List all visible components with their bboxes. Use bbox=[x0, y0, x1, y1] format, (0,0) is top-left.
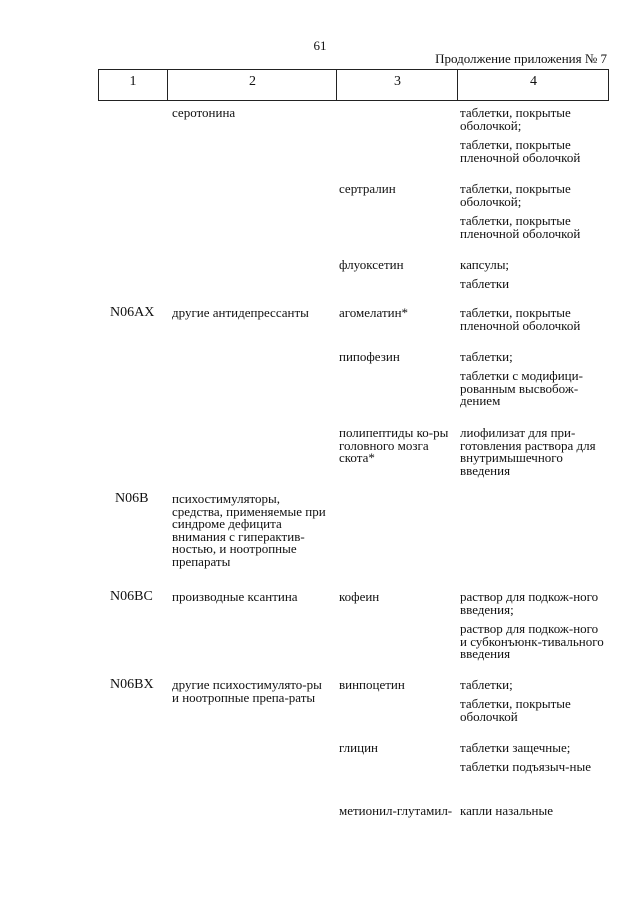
header-col-3: 3 bbox=[336, 70, 458, 100]
cell-dosage-form: таблетки, покрытые пленочной оболочкой bbox=[460, 305, 581, 333]
table-header bbox=[98, 69, 609, 101]
cell-dosage-form: таблетки bbox=[460, 276, 510, 291]
cell-drug-name: полипептиды ко-ры головного мозга скота* bbox=[339, 425, 449, 465]
cell-drug-name: флуоксетин bbox=[339, 257, 404, 272]
cell-drug-name: метионил-глутамил- bbox=[339, 803, 453, 818]
cell-dosage-form: таблетки, покрытые оболочкой; bbox=[460, 181, 571, 209]
cell-dosage-form: таблетки, покрытые пленочной оболочкой bbox=[460, 137, 581, 165]
cell-drug-name: сертралин bbox=[339, 181, 396, 196]
cell-dosage-form: капсулы; bbox=[460, 257, 510, 272]
header-col-1: 1 bbox=[129, 74, 137, 89]
cell-dosage-form: таблетки подъязыч-ные bbox=[460, 759, 591, 774]
cell-atc-code: N06B bbox=[115, 491, 149, 506]
cell-atc-code: N06AX bbox=[110, 305, 155, 320]
header-col-4: 4 bbox=[457, 70, 609, 100]
cell-dosage-form: таблетки; bbox=[460, 677, 513, 692]
cell-substance-group: другие психостимулято-ры и ноотропные препа-раты bbox=[172, 677, 322, 705]
cell-atc-code: N06BX bbox=[110, 677, 154, 692]
cell-drug-name: пипофезин bbox=[339, 349, 400, 364]
cell-drug-name: глицин bbox=[339, 740, 378, 755]
cell-substance-group: психостимуляторы, средства, применяемые при синдроме дефицита внимания с гиперактив-ностью, и ноотропные препараты bbox=[172, 491, 326, 569]
cell-dosage-form: раствор для подкож-ного введения; bbox=[460, 589, 599, 617]
cell-substance-group: серотонина bbox=[172, 105, 236, 120]
page-number: 61 bbox=[313, 38, 327, 53]
cell-dosage-form: таблетки, покрытые пленочной оболочкой bbox=[460, 213, 581, 241]
header-col-2: 2 bbox=[167, 70, 337, 100]
cell-substance-group: другие антидепрессанты bbox=[172, 305, 309, 320]
cell-dosage-form: раствор для подкож-ного и субконъюнк-тивального введения bbox=[460, 621, 604, 661]
cell-dosage-form: таблетки; bbox=[460, 349, 513, 364]
cell-dosage-form: таблетки, покрытые оболочкой bbox=[460, 696, 571, 724]
cell-dosage-form: капли назальные bbox=[460, 803, 553, 818]
cell-drug-name: винпоцетин bbox=[339, 677, 405, 692]
cell-dosage-form: лиофилизат для при-готовления раствора для внутримышечного введения bbox=[460, 425, 596, 478]
cell-drug-name: агомелатин* bbox=[339, 305, 409, 320]
cell-dosage-form: таблетки защечные; bbox=[460, 740, 571, 755]
continuation-label: Продолжение приложения № 7 bbox=[435, 51, 607, 66]
cell-drug-name: кофеин bbox=[339, 589, 380, 604]
cell-atc-code: N06BC bbox=[110, 589, 153, 604]
cell-substance-group: производные ксантина bbox=[172, 589, 298, 604]
cell-dosage-form: таблетки, покрытые оболочкой; bbox=[460, 105, 571, 133]
cell-dosage-form: таблетки с модифици-рованным высвобож-дением bbox=[460, 368, 583, 408]
